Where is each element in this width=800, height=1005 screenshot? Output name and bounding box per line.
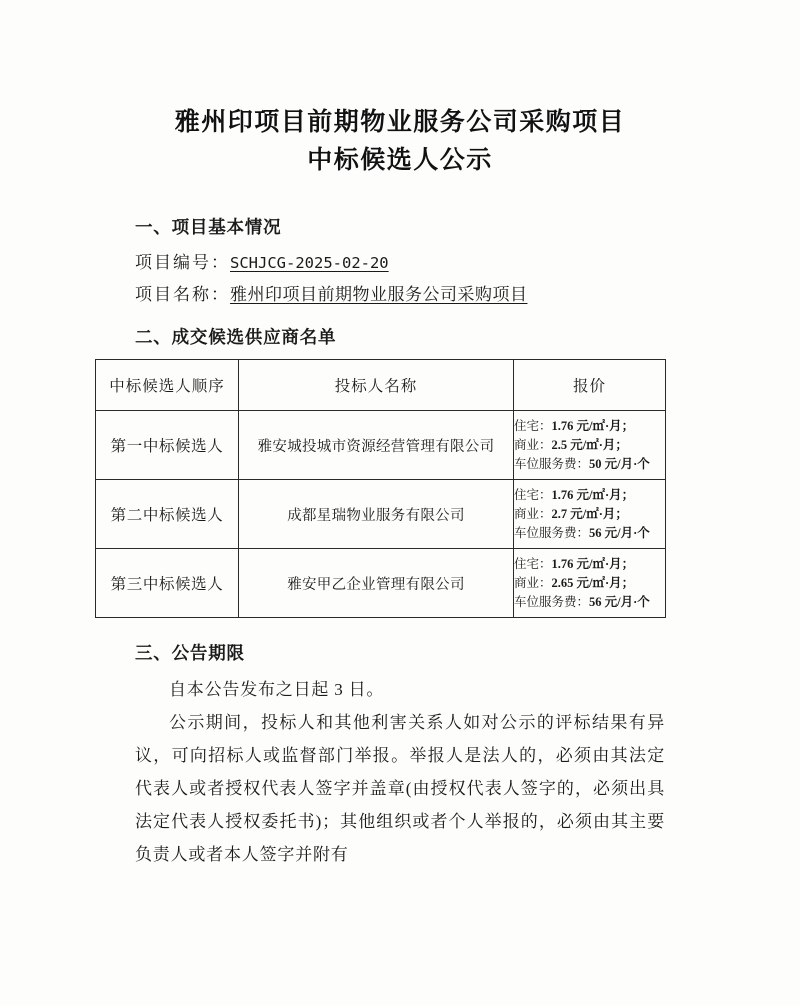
price-value: 56 元/月·个	[589, 525, 650, 540]
document-title	[0, 0, 800, 180]
project-name-label: 项目名称：	[135, 285, 230, 304]
table-row	[96, 549, 666, 618]
title-line-2: 中标候选人公示	[307, 147, 493, 174]
price-value: 2.7 元/㎡·月；	[551, 506, 628, 521]
price-line	[514, 555, 665, 574]
title-line-1: 雅州印项目前期物业服务公司采购项目	[174, 109, 626, 136]
price-line	[514, 524, 665, 543]
price-value: 1.76 元/㎡·月；	[551, 487, 635, 502]
project-number-line	[135, 247, 665, 279]
cell-rank: 第一中标候选人	[96, 411, 239, 480]
price-label: 车位服务费：	[514, 525, 590, 540]
project-name-line	[135, 279, 665, 310]
price-label: 车位服务费：	[514, 594, 590, 609]
price-value: 2.65 元/㎡·月；	[551, 575, 635, 590]
price-label: 住宅：	[514, 556, 552, 571]
notice-paragraph: 公示期间，投标人和其他利害关系人如对公示的评标结果有异议，可向招标人或监督部门举报。举报人是法人的，必须由其法定代表人或者授权代表人签字并盖章(由授权代表人签字的，必须出具法定代表人授权委托书)；其他组织或者个人举报的，必须由其主要负责人或者本人签字并附有	[135, 713, 665, 864]
cell-price	[514, 480, 666, 549]
section-heading-three: 三、公告期限	[135, 643, 245, 663]
cell-rank: 第二中标候选人	[96, 480, 239, 549]
price-line	[514, 505, 665, 524]
cell-bidder-name: 雅安城投城市资源经营管理有限公司	[239, 411, 514, 480]
header-price: 报价	[514, 360, 666, 411]
price-label: 商业：	[514, 437, 552, 452]
section-heading-one: 一、项目基本情况	[135, 217, 282, 237]
cell-bidder-name: 成都星瑞物业服务有限公司	[239, 480, 514, 549]
price-line	[514, 486, 665, 505]
page-fade	[0, 979, 800, 1005]
price-label: 住宅：	[514, 487, 552, 502]
price-label: 商业：	[514, 506, 552, 521]
cell-bidder-name: 雅安甲乙企业管理有限公司	[239, 549, 514, 618]
price-line	[514, 455, 665, 474]
project-number-value: SCHJCG-2025-02-20	[230, 254, 389, 272]
document-body	[109, 180, 665, 871]
price-label: 车位服务费：	[514, 456, 590, 471]
project-number-label: 项目编号：	[135, 253, 230, 272]
price-value: 1.76 元/㎡·月；	[551, 556, 635, 571]
table-header-row	[96, 360, 666, 411]
price-label: 住宅：	[514, 418, 552, 433]
price-value: 1.76 元/㎡·月；	[551, 418, 635, 433]
price-value: 50 元/月·个	[589, 456, 650, 471]
price-line	[514, 436, 665, 455]
price-value: 2.5 元/㎡·月；	[551, 437, 628, 452]
term-paragraph: 自本公告发布之日起 3 日。	[169, 680, 385, 699]
price-value: 56 元/月·个	[589, 594, 650, 609]
header-bidder-name: 投标人名称	[239, 360, 514, 411]
price-line	[514, 574, 665, 593]
table-row	[96, 411, 666, 480]
cell-price	[514, 549, 666, 618]
table-row	[96, 480, 666, 549]
cell-price	[514, 411, 666, 480]
cell-rank: 第三中标候选人	[96, 549, 239, 618]
section-heading-two: 二、成交候选供应商名单	[135, 327, 337, 347]
price-line	[514, 593, 665, 612]
project-name-value: 雅州印项目前期物业服务公司采购项目	[230, 285, 528, 304]
header-rank: 中标候选人顺序	[96, 360, 239, 411]
candidate-table	[95, 359, 666, 618]
price-line	[514, 417, 665, 436]
price-label: 商业：	[514, 575, 552, 590]
